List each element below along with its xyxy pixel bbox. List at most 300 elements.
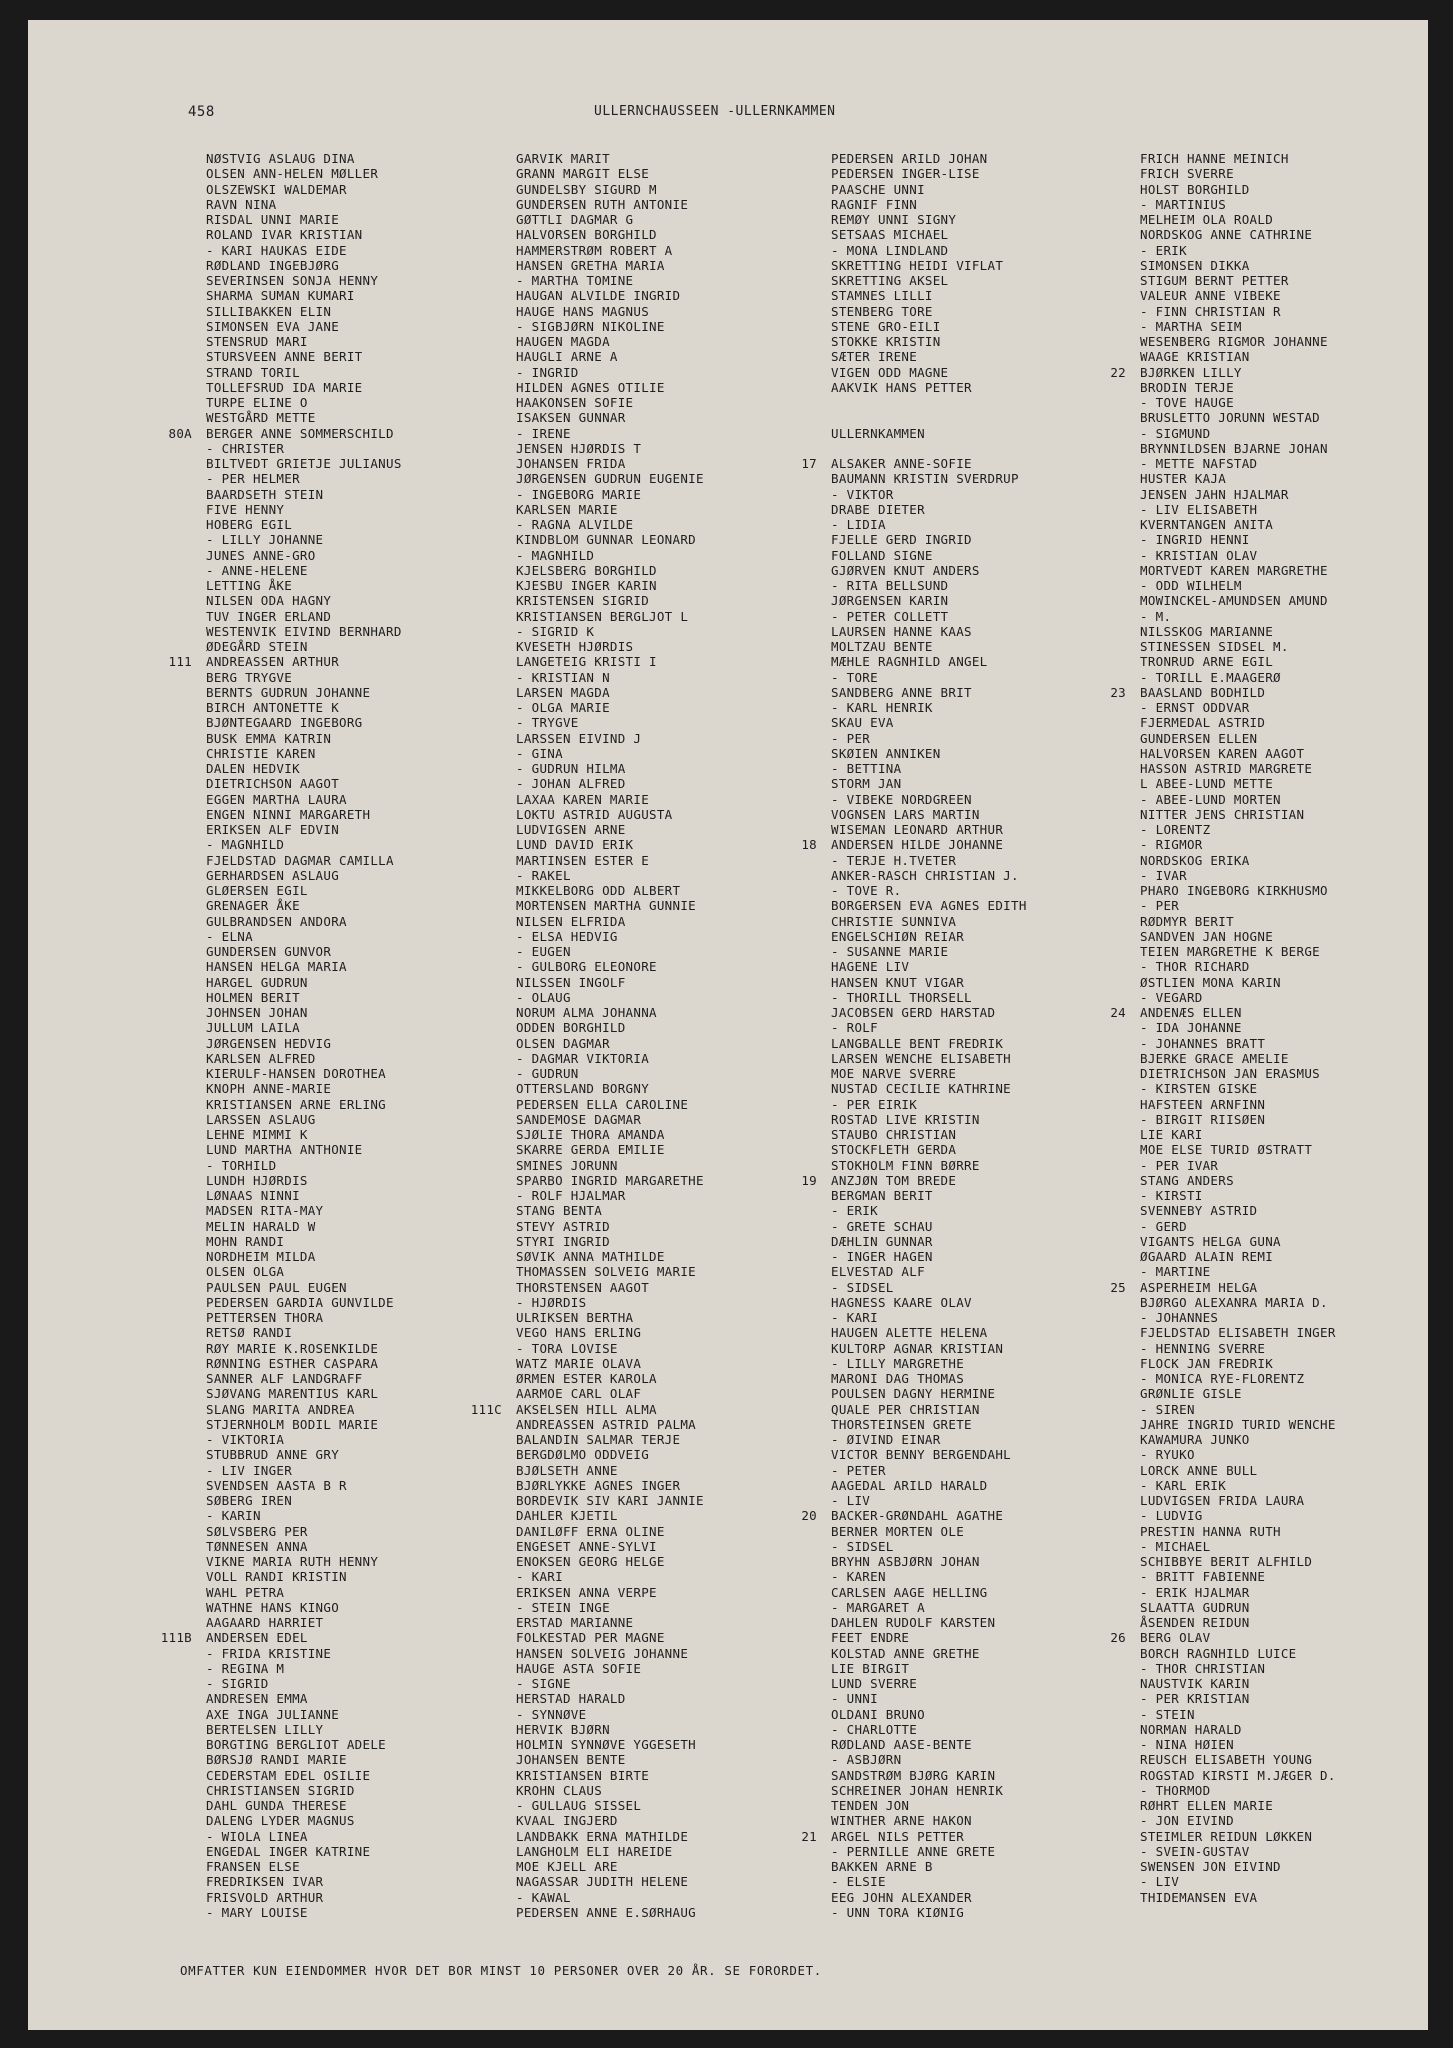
- resident-entry: [516, 1463, 816, 1478]
- resident-entry: [1140, 1112, 1428, 1127]
- resident-entry: [1140, 1768, 1428, 1783]
- resident-entry: [206, 990, 496, 1005]
- resident-entry: [831, 1859, 1131, 1874]
- resident-entry: [1140, 1569, 1428, 1584]
- resident-name: - RAGNA ALVILDE: [516, 517, 634, 532]
- resident-entry: [831, 1066, 1131, 1081]
- resident-entry: [1140, 288, 1428, 303]
- resident-entry: [831, 1447, 1131, 1462]
- resident-name: ROSTAD LIVE KRISTIN: [831, 1111, 980, 1127]
- resident-entry: [516, 1188, 816, 1203]
- resident-name: ROLAND IVAR KRISTIAN: [206, 227, 363, 243]
- resident-entry: [1140, 1188, 1428, 1203]
- house-number: 20: [801, 1508, 817, 1524]
- resident-name: BERG TRYGVE: [206, 669, 293, 685]
- resident-entry: [1140, 548, 1428, 563]
- resident-entry: [831, 1203, 1131, 1218]
- resident-entry: [516, 349, 816, 364]
- resident-name: MIKKELBORG ODD ALBERT: [516, 883, 681, 898]
- resident-name: PEDERSEN INGER-LISE: [831, 166, 980, 182]
- resident-entry: [516, 426, 816, 441]
- resident-entry: [206, 761, 496, 776]
- resident-entry: [206, 1371, 496, 1386]
- resident-entry: [206, 548, 496, 563]
- resident-entry: [1140, 1646, 1428, 1661]
- resident-name: STORM JAN: [831, 776, 902, 792]
- resident-name: - METTE NAFSTAD: [1140, 456, 1258, 471]
- resident-name: - IRENE: [516, 425, 571, 441]
- resident-name: - MAGNHILD: [206, 837, 285, 853]
- resident-name: RØHRT ELLEN MARIE: [1140, 1798, 1274, 1813]
- resident-name: JOHNSEN JOHAN: [206, 1005, 308, 1020]
- resident-name: BILTVEDT GRIETJE JULIANUS: [206, 456, 402, 471]
- resident-name: HANSEN SOLVEIG JOHANNE: [516, 1645, 689, 1661]
- resident-name: TUV INGER ERLAND: [206, 608, 332, 624]
- resident-name: HAUGE HANS MAGNUS: [516, 303, 650, 319]
- resident-entry: [206, 1127, 496, 1142]
- resident-name: VEGO HANS ERLING: [516, 1325, 642, 1341]
- resident-entry: [1140, 1463, 1428, 1478]
- resident-entry: [1140, 1264, 1428, 1279]
- resident-entry: [516, 1615, 816, 1630]
- house-number: 111B: [160, 1630, 192, 1646]
- resident-name: KAWAMURA JUNKO: [1140, 1432, 1250, 1447]
- resident-entry: [831, 1020, 1131, 1035]
- resident-name: HOLMIN SYNNØVE YGGESETH: [516, 1737, 696, 1752]
- resident-entry: [831, 227, 1131, 242]
- resident-name: - JON EIVIND: [1140, 1813, 1234, 1829]
- resident-name: - GINA: [516, 745, 563, 761]
- resident-entry: [206, 975, 496, 990]
- resident-name: - ELSA HEDVIG: [516, 928, 618, 944]
- resident-name: TRONRUD ARNE EGIL: [1140, 654, 1274, 670]
- resident-entry: [831, 166, 1131, 181]
- resident-name: WISEMAN LEONARD ARTHUR: [831, 822, 1004, 837]
- resident-entry: [516, 715, 816, 730]
- resident-name: BAASLAND BODHILD: [1140, 684, 1266, 700]
- resident-name: - SIGBJØRN NIKOLINE: [516, 318, 665, 334]
- resident-name: EEG JOHN ALEXANDER: [831, 1889, 972, 1905]
- resident-entry: [206, 1356, 496, 1371]
- resident-entry: [516, 441, 816, 456]
- resident-entry: [831, 197, 1131, 212]
- resident-name: - SYNNØVE: [516, 1706, 587, 1722]
- resident-name: - PER: [1140, 898, 1180, 914]
- resident-name: KULTORP AGNAR KRISTIAN: [831, 1340, 1004, 1356]
- resident-name: SILLIBAKKEN ELIN: [206, 303, 332, 319]
- resident-name: FLOCK JAN FREDRIK: [1140, 1355, 1274, 1371]
- resident-entry: [516, 746, 816, 761]
- resident-name: - TERJE H.TVETER: [831, 852, 957, 868]
- resident-name: PETTERSEN THORA: [206, 1310, 324, 1325]
- resident-name: NILSEN ELFRIDA: [516, 913, 626, 929]
- resident-name: SLANG MARITA ANDREA: [206, 1401, 355, 1417]
- resident-entry: [516, 212, 816, 227]
- resident-name: STURSVEEN ANNE BERIT: [206, 349, 363, 365]
- resident-entry: [1140, 1234, 1428, 1249]
- resident-name: TENDEN JON: [831, 1798, 910, 1813]
- resident-name: FRICH HANNE MEINICH: [1140, 151, 1289, 166]
- resident-entry: [1140, 776, 1428, 791]
- resident-name: - KIRSTEN GISKE: [1140, 1081, 1258, 1097]
- resident-name: ANDREASSEN ARTHUR: [206, 654, 340, 670]
- resident-name: SPARBO INGRID MARGARETHE: [516, 1172, 704, 1188]
- resident-name: SVENNEBY ASTRID: [1140, 1203, 1258, 1219]
- resident-entry: [516, 654, 816, 669]
- resident-entry: [206, 288, 496, 303]
- house-number: 17: [801, 456, 817, 471]
- resident-name: - RIGMOR: [1140, 837, 1203, 853]
- resident-name: SKRETTING HEIDI VIFLAT: [831, 257, 1004, 273]
- resident-name: VOLL RANDI KRISTIN: [206, 1569, 347, 1585]
- resident-entry: [1140, 1508, 1428, 1523]
- resident-name: BALANDIN SALMAR TERJE: [516, 1432, 681, 1447]
- resident-name: RETSØ RANDI: [206, 1325, 293, 1341]
- resident-name: - PER HELMER: [206, 471, 300, 487]
- resident-entry: [831, 975, 1131, 990]
- resident-name: DANILØFF ERNA OLINE: [516, 1523, 665, 1539]
- resident-name: MOHN RANDI: [206, 1233, 285, 1249]
- resident-name: DIETRICHSON AAGOT: [206, 776, 340, 792]
- resident-entry: [1140, 1798, 1428, 1813]
- resident-name: KINDBLOM GUNNAR LEONARD: [516, 532, 696, 548]
- resident-name: LAURSEN HANNE KAAS: [831, 623, 972, 639]
- resident-name: LOKTU ASTRID AUGUSTA: [516, 806, 673, 822]
- resident-entry: [516, 1005, 816, 1020]
- resident-entry: [516, 1142, 816, 1157]
- resident-name: SETSAAS MICHAEL: [831, 227, 949, 243]
- resident-name: CHRISTIANSEN SIGRID: [206, 1782, 355, 1798]
- resident-name: BRUSLETTO JORUNN WESTAD: [1140, 410, 1320, 426]
- section-heading-text: ULLERNKAMMEN: [831, 425, 925, 441]
- resident-name: HAFSTEEN ARNFINN: [1140, 1096, 1266, 1112]
- resident-entry: [168, 654, 496, 670]
- resident-name: - GULLAUG SISSEL: [516, 1798, 642, 1813]
- resident-name: - THORMOD: [1140, 1782, 1211, 1798]
- resident-name: LUND SVERRE: [831, 1676, 918, 1691]
- resident-entry: [206, 1402, 496, 1417]
- resident-entry: [206, 1478, 496, 1493]
- resident-entry: [1140, 990, 1428, 1005]
- resident-name: JULLUM LAILA: [206, 1020, 300, 1036]
- resident-entry: [206, 227, 496, 242]
- resident-entry: [1140, 1341, 1428, 1356]
- resident-name: - TORHILD: [206, 1157, 277, 1173]
- resident-name: BERG OLAV: [1140, 1630, 1211, 1646]
- resident-name: BERNTS GUDRUN JOHANNE: [206, 684, 371, 700]
- resident-entry: [1140, 898, 1428, 913]
- resident-name: ENGESET ANNE-SYLVI: [516, 1538, 657, 1554]
- resident-entry: [206, 1646, 496, 1661]
- resident-entry: [1140, 1447, 1428, 1462]
- resident-entry: [516, 1844, 816, 1859]
- resident-name: KIERULF-HANSEN DOROTHEA: [206, 1066, 386, 1081]
- resident-name: FIVE HENNY: [206, 501, 285, 517]
- resident-entry: [831, 578, 1131, 593]
- resident-name: HAUGE ASTA SOFIE: [516, 1660, 642, 1676]
- resident-entry: [206, 1859, 496, 1874]
- resident-entry: [516, 959, 816, 974]
- resident-entry: [206, 563, 496, 578]
- resident-name: - ROLF HJALMAR: [516, 1188, 626, 1203]
- resident-name: - MARGARET A: [831, 1599, 925, 1615]
- resident-entry: [516, 258, 816, 273]
- resident-name: - LILLY MARGRETHE: [831, 1355, 965, 1371]
- resident-name: SØBERG IREN: [206, 1493, 293, 1508]
- resident-name: VIGANTS HELGA GUNA: [1140, 1233, 1281, 1249]
- resident-entry: [206, 1569, 496, 1584]
- resident-entry: [1140, 1691, 1428, 1706]
- resident-name: ANDENÆS ELLEN: [1140, 1005, 1242, 1020]
- resident-entry: [831, 1142, 1131, 1157]
- resident-name: SWENSEN JON EIVIND: [1140, 1859, 1281, 1874]
- resident-entry: [831, 1386, 1131, 1401]
- resident-entry: [516, 304, 816, 319]
- resident-name: SMINES JORUNN: [516, 1157, 618, 1173]
- resident-entry: [206, 746, 496, 761]
- resident-name: HARGEL GUDRUN: [206, 974, 308, 990]
- resident-name: CEDERSTAM EDEL OSILIE: [206, 1767, 371, 1783]
- resident-name: HAGENE LIV: [831, 959, 910, 975]
- resident-entry: [516, 197, 816, 212]
- resident-entry: [831, 1691, 1131, 1706]
- resident-entry: [516, 182, 816, 197]
- resident-entry: [206, 258, 496, 273]
- resident-name: - VIKTORIA: [206, 1432, 285, 1447]
- resident-entry: [1140, 944, 1428, 959]
- resident-name: STRAND TORIL: [206, 364, 300, 380]
- resident-entry: [831, 868, 1131, 883]
- resident-entry: [206, 593, 496, 608]
- resident-entry: [1140, 471, 1428, 486]
- resident-name: - STEIN INGE: [516, 1599, 610, 1615]
- resident-name: - VIKTOR: [831, 486, 894, 502]
- resident-name: LUDVIGSEN FRIDA LAURA: [1140, 1493, 1305, 1508]
- resident-entry: [831, 1280, 1131, 1295]
- resident-name: - TOVE R.: [831, 883, 902, 898]
- resident-name: KRISTENSEN SIGRID: [516, 593, 650, 609]
- resident-name: BORGTING BERGLIOT ADELE: [206, 1737, 386, 1752]
- resident-name: HAUGLI ARNE A: [516, 349, 618, 365]
- resident-name: SIMONSEN DIKKA: [1140, 257, 1250, 273]
- section-heading: [831, 426, 1131, 441]
- resident-name: SCHIBBYE BERIT ALFHILD: [1140, 1554, 1313, 1569]
- resident-entry: [206, 898, 496, 913]
- resident-name: - BRITT FABIENNE: [1140, 1569, 1266, 1585]
- resident-entry: [831, 929, 1131, 944]
- resident-entry: [516, 1691, 816, 1706]
- resident-entry: [516, 1478, 816, 1493]
- resident-name: VIKNE MARIA RUTH HENNY: [206, 1554, 379, 1569]
- resident-entry: [831, 1463, 1131, 1478]
- resident-entry: [1140, 1493, 1428, 1508]
- resident-name: - KAWAL: [516, 1889, 571, 1905]
- resident-name: - GRETE SCHAU: [831, 1218, 933, 1234]
- resident-name: RØDLAND INGEBJØRG: [206, 257, 340, 273]
- resident-entry: [206, 166, 496, 181]
- resident-name: SØVIK ANNA MATHILDE: [516, 1249, 665, 1264]
- resident-name: NITTER JENS CHRISTIAN: [1140, 806, 1305, 822]
- resident-name: - RYUKO: [1140, 1447, 1195, 1463]
- resident-entry: [206, 1844, 496, 1859]
- resident-entry: [516, 1051, 816, 1066]
- resident-name: ODDEN BORGHILD: [516, 1020, 626, 1036]
- resident-name: - GERD: [1140, 1218, 1187, 1234]
- resident-entry: [831, 273, 1131, 288]
- resident-name: LUND DAVID ERIK: [516, 837, 634, 853]
- resident-entry: [831, 593, 1131, 608]
- resident-entry: [831, 1554, 1131, 1569]
- resident-entry: [801, 456, 1131, 471]
- resident-name: THORSTENSEN AAGOT: [516, 1279, 650, 1295]
- resident-entry: [831, 1097, 1131, 1112]
- resident-name: JACOBSEN GERD HARSTAD: [831, 1005, 996, 1020]
- resident-entry: [831, 1249, 1131, 1264]
- resident-name: BUSK EMMA KATRIN: [206, 730, 332, 746]
- resident-entry: [1140, 1020, 1428, 1035]
- resident-name: HAUGEN ALETTE HELENA: [831, 1325, 988, 1341]
- resident-name: RØDLAND AASE-BENTE: [831, 1737, 972, 1752]
- resident-entry: [516, 1097, 816, 1112]
- resident-entry: [831, 670, 1131, 685]
- resident-entry: [831, 1600, 1131, 1615]
- resident-name: GRANN MARGIT ELSE: [516, 166, 650, 182]
- resident-name: ØDEGÅRD STEIN: [206, 639, 308, 654]
- resident-entry: [801, 837, 1131, 853]
- resident-entry: [831, 1325, 1131, 1340]
- resident-name: - LIV: [1140, 1874, 1180, 1890]
- resident-name: JAHRE INGRID TURID WENCHE: [1140, 1416, 1336, 1432]
- house-number: 111: [168, 654, 192, 670]
- resident-name: - GUDRUN: [516, 1066, 579, 1081]
- resident-entry: [1140, 1829, 1428, 1844]
- resident-entry: [516, 380, 816, 395]
- resident-entry: [1140, 1097, 1428, 1112]
- resident-name: LARSSEN EIVIND J: [516, 730, 642, 746]
- resident-entry: [206, 837, 496, 852]
- resident-name: SLAATTA GUDRUN: [1140, 1599, 1250, 1615]
- resident-entry: [206, 1585, 496, 1600]
- resident-entry: [831, 1493, 1131, 1508]
- resident-entry: [1140, 1158, 1428, 1173]
- resident-entry: [206, 883, 496, 898]
- resident-name: HANSEN GRETHA MARIA: [516, 257, 665, 273]
- resident-name: HERVIK BJØRN: [516, 1721, 610, 1737]
- house-number: 22: [1110, 364, 1126, 380]
- resident-name: NORUM ALMA JOHANNA: [516, 1005, 657, 1020]
- resident-name: STINESSEN SIDSEL M.: [1140, 639, 1289, 654]
- resident-entry: [831, 609, 1131, 624]
- resident-entry: [516, 670, 816, 685]
- resident-entry: [516, 1768, 816, 1783]
- resident-entry: [1140, 959, 1428, 974]
- resident-name: ØSTLIEN MONA KARIN: [1140, 974, 1281, 990]
- resident-entry: [1140, 1890, 1428, 1905]
- resident-name: MELHEIM OLA ROALD: [1140, 212, 1274, 227]
- resident-entry: [516, 868, 816, 883]
- resident-name: TOLLEFSRUD IDA MARIE: [206, 379, 363, 395]
- resident-name: DAHL GUNDA THERESE: [206, 1798, 347, 1813]
- resident-name: AAGEDAL ARILD HARALD: [831, 1477, 988, 1493]
- resident-entry: [206, 1386, 496, 1401]
- resident-entry: [831, 212, 1131, 227]
- resident-entry: [206, 959, 496, 974]
- resident-entry: [1110, 684, 1428, 700]
- resident-name: STENE GRO-EILI: [831, 318, 941, 334]
- column-2: [470, 151, 816, 1920]
- resident-name: RAVN NINA: [206, 196, 277, 212]
- resident-name: STANG BENTA: [516, 1203, 603, 1219]
- resident-entry: [1140, 1142, 1428, 1157]
- resident-name: - IDA JOHANNE: [1140, 1020, 1242, 1036]
- resident-entry: [1140, 1585, 1428, 1600]
- resident-entry: [516, 334, 816, 349]
- house-number: 111C: [470, 1401, 502, 1417]
- resident-entry: [1140, 1219, 1428, 1234]
- resident-name: BACKER-GRØNDAHL AGATHE: [831, 1508, 1004, 1524]
- resident-entry: [206, 609, 496, 624]
- resident-entry: [1140, 151, 1428, 166]
- resident-name: - MARTINIUS: [1140, 196, 1227, 212]
- resident-name: DRABE DIETER: [831, 501, 925, 517]
- resident-name: DAHLEN RUDOLF KARSTEN: [831, 1615, 996, 1630]
- resident-entry: [516, 990, 816, 1005]
- resident-entry: [206, 1234, 496, 1249]
- resident-name: WESTENVIK EIVIND BERNHARD: [206, 623, 402, 639]
- resident-entry: [206, 715, 496, 730]
- resident-entry: [206, 1829, 496, 1844]
- resident-entry: [206, 1722, 496, 1737]
- resident-name: - SIGRID K: [516, 623, 595, 639]
- resident-entry: [1140, 1813, 1428, 1828]
- house-number: 26: [1110, 1630, 1126, 1646]
- resident-entry: [206, 929, 496, 944]
- resident-name: HAAKONSEN SOFIE: [516, 395, 634, 410]
- resident-name: - SIGMUND: [1140, 425, 1211, 441]
- resident-name: BERGER ANNE SOMMERSCHILD: [206, 425, 394, 441]
- resident-entry: [1140, 517, 1428, 532]
- resident-entry: [831, 883, 1131, 898]
- resident-entry: [831, 1188, 1131, 1203]
- resident-name: KJELSBERG BORGHILD: [516, 562, 657, 578]
- resident-entry: [516, 471, 816, 486]
- resident-entry: [1140, 624, 1428, 639]
- resident-name: - OLAUG: [516, 989, 571, 1005]
- resident-entry: [1140, 1844, 1428, 1859]
- resident-entry: [1140, 639, 1428, 654]
- house-number: 18: [801, 837, 817, 853]
- resident-name: STOKKE KRISTIN: [831, 334, 941, 349]
- resident-name: STAMNES LILLI: [831, 288, 933, 304]
- resident-entry: [831, 898, 1131, 913]
- resident-entry: [206, 1249, 496, 1264]
- resident-name: - GULBORG ELEONORE: [516, 959, 657, 975]
- resident-entry: [206, 1752, 496, 1767]
- resident-entry: [516, 517, 816, 532]
- resident-entry: [206, 776, 496, 791]
- resident-entry: [206, 1737, 496, 1752]
- resident-entry: [516, 914, 816, 929]
- resident-name: LEHNE MIMMI K: [206, 1127, 308, 1142]
- resident-entry: [831, 1219, 1131, 1234]
- resident-entry: [831, 1234, 1131, 1249]
- house-number: 24: [1110, 1005, 1126, 1020]
- resident-name: - ABEE-LUND MORTEN: [1140, 791, 1281, 807]
- resident-entry: [516, 1661, 816, 1676]
- resident-name: NORDHEIM MILDA: [206, 1249, 316, 1264]
- resident-entry: [516, 166, 816, 181]
- resident-name: PEDERSEN GARDIA GUNVILDE: [206, 1294, 394, 1310]
